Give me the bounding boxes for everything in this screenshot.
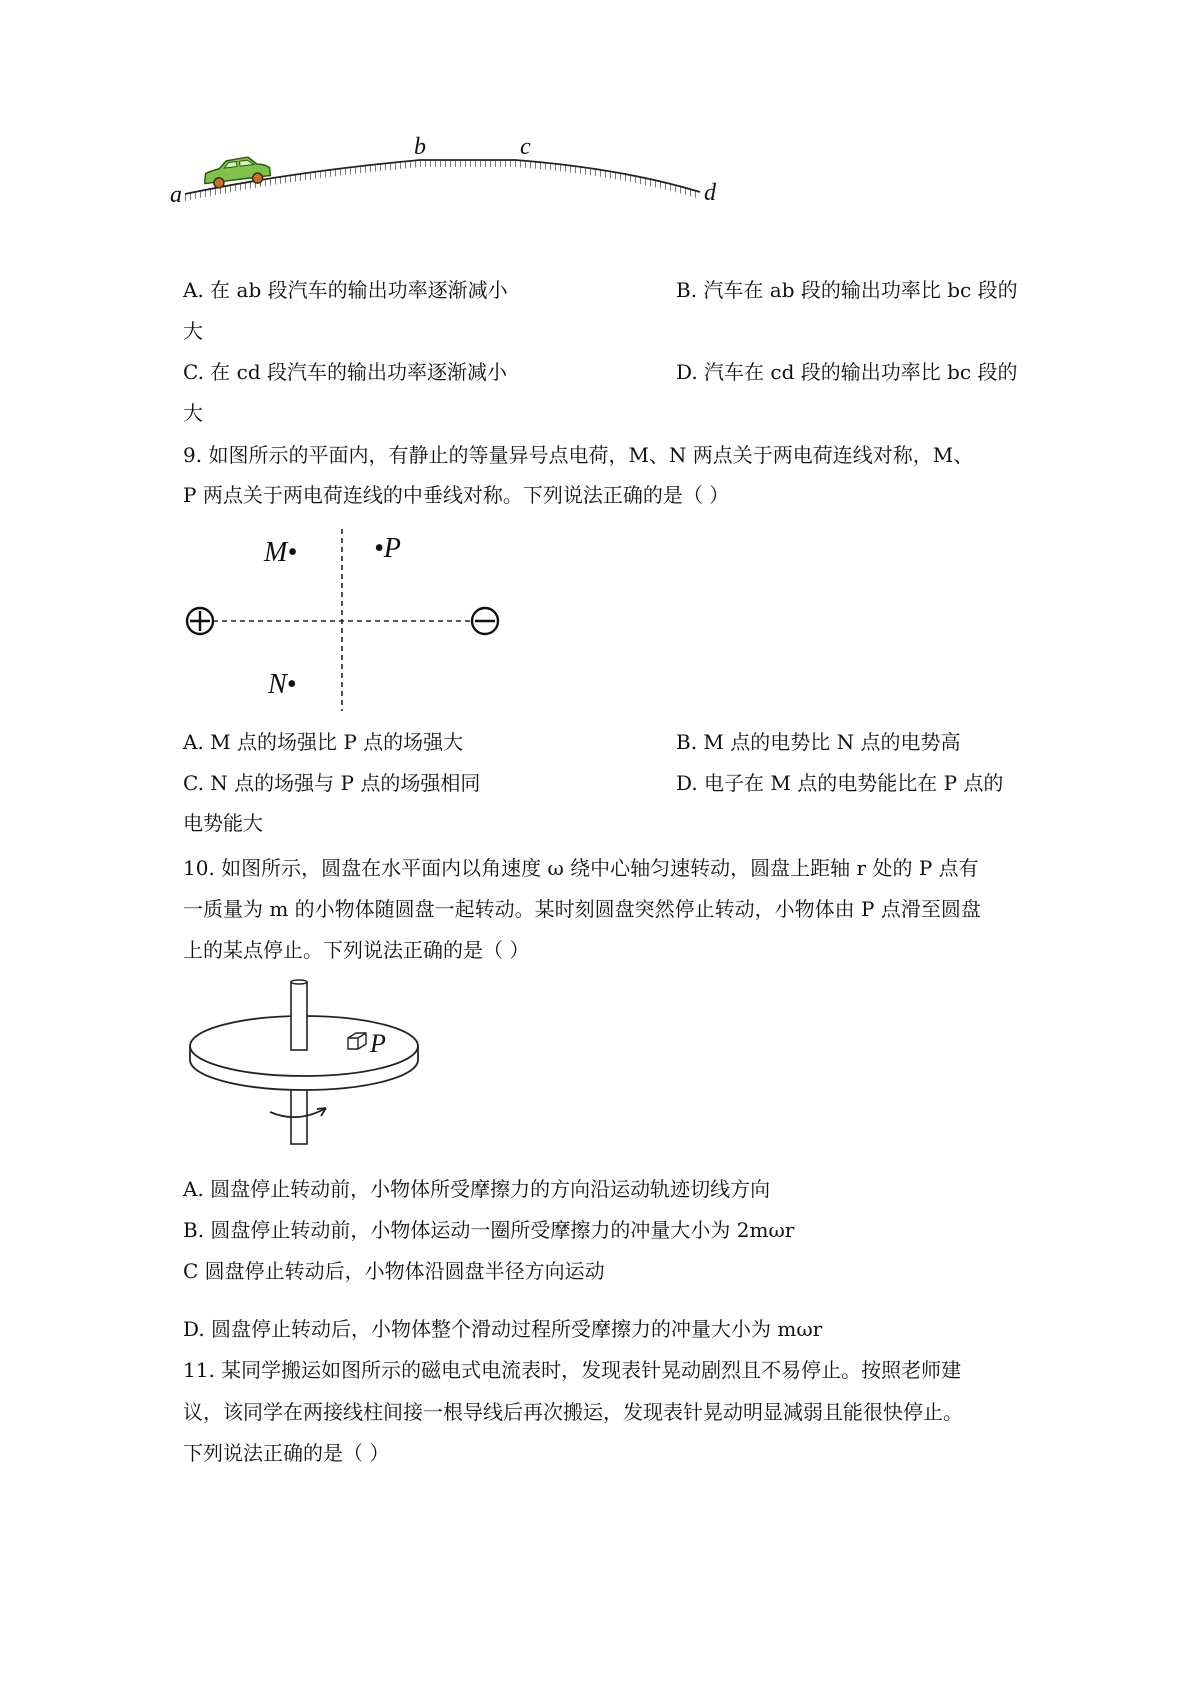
q11-stem-line3: 下列说法正确的是（ ）	[183, 1441, 390, 1465]
q11-stem-line1: 11. 某同学搬运如图所示的磁电式电流表时，发现表针晃动剧烈且不易停止。按照老师建	[183, 1358, 962, 1382]
label-b: b	[414, 134, 426, 160]
point-p-label: P	[370, 1029, 386, 1058]
q8-option-d: D. 汽车在 cd 段的输出功率比 bc 段的	[676, 360, 1018, 384]
q10-option-a: A. 圆盘停止转动前，小物体所受摩擦力的方向沿运动轨迹切线方向	[183, 1177, 771, 1201]
point-p-label: •P	[374, 533, 401, 564]
q9-option-d: D. 电子在 M 点的电势能比在 P 点的	[676, 771, 1004, 795]
label-c: c	[520, 134, 531, 160]
negative-charge-icon	[472, 608, 498, 634]
q8-option-c: C. 在 cd 段汽车的输出功率逐渐减小	[183, 360, 508, 384]
positive-charge-icon	[187, 608, 213, 634]
point-n-label: N•	[268, 669, 297, 700]
q9-option-c: C. N 点的场强与 P 点的场强相同	[183, 771, 481, 795]
label-a: a	[170, 182, 182, 208]
disc-figure	[180, 978, 440, 1160]
q8-option-a: A. 在 ab 段汽车的输出功率逐渐减小	[183, 278, 508, 302]
q11-stem-line2: 议，该同学在两接线柱间接一根导线后再次搬运，发现表针晃动明显减弱且能很快停止。	[183, 1400, 963, 1424]
q8-option-b: B. 汽车在 ab 段的输出功率比 bc 段的	[676, 278, 1018, 302]
charges-figure	[180, 525, 520, 715]
q8-option-d-cont: 大	[183, 401, 203, 425]
q10-stem-line3: 上的某点停止。下列说法正确的是（ ）	[183, 938, 530, 962]
point-m-label: M•	[264, 537, 298, 568]
q10-option-c: C 圆盘停止转动后，小物体沿圆盘半径方向运动	[183, 1259, 605, 1283]
q9-option-b: B. M 点的电势比 N 点的电势高	[676, 730, 961, 754]
q9-stem-line2: P 两点关于两电荷连线的中垂线对称。下列说法正确的是（ ）	[183, 483, 730, 507]
q8-option-b-cont: 大	[183, 319, 203, 343]
q10-stem-line1: 10. 如图所示，圆盘在水平面内以角速度 ω 绕中心轴匀速转动，圆盘上距轴 r 处的 P 点有	[183, 856, 979, 880]
q9-stem-line1: 9. 如图所示的平面内，有静止的等量异号点电荷，M、N 两点关于两电荷连线对称，M、	[183, 443, 974, 467]
q10-option-b: B. 圆盘停止转动前，小物体运动一圈所受摩擦力的冲量大小为 2mωr	[183, 1218, 795, 1242]
label-d: d	[704, 180, 716, 206]
q9-option-a: A. M 点的场强比 P 点的场强大	[183, 730, 464, 754]
road-car-figure	[170, 134, 780, 220]
q9-option-d-cont: 电势能大	[183, 811, 263, 835]
q10-option-d: D. 圆盘停止转动后，小物体整个滑动过程所受摩擦力的冲量大小为 mωr	[183, 1317, 823, 1341]
q10-stem-line2: 一质量为 m 的小物体随圆盘一起转动。某时刻圆盘突然停止转动，小物体由 P 点滑至圆盘	[183, 897, 981, 921]
